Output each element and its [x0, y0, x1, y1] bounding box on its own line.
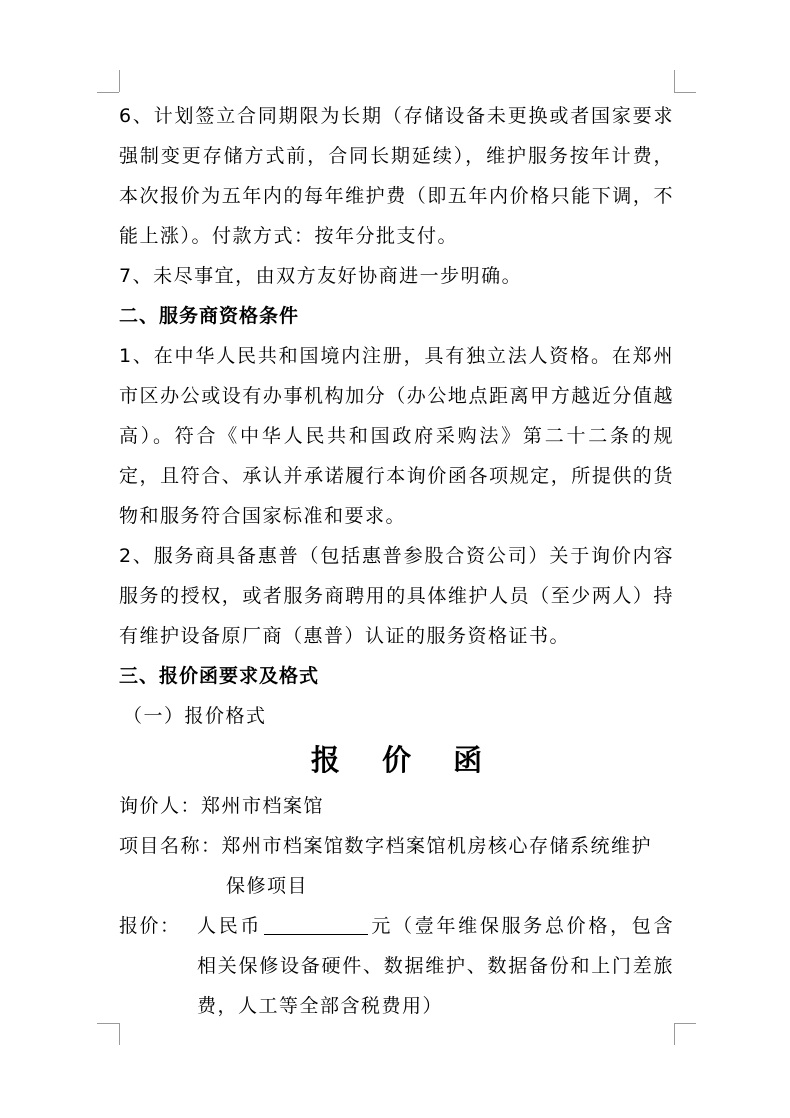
- project-value-line2: 保修项目: [226, 875, 309, 897]
- quote-letter-title: [119, 738, 674, 782]
- section-heading-quote-requirements: 三、报价函要求及格式: [119, 665, 320, 687]
- project-row: [119, 826, 674, 866]
- document-body: [119, 96, 674, 1026]
- crop-mark-bottom-right-v: [674, 1023, 675, 1045]
- price-value: [197, 906, 674, 1026]
- qualification-item-2: 2、服务商具备惠普（包括惠普参股合资公司）关于询价内容服务的授权，或者服务商聘用的具体维护人员（至少两人）持有维护设备原厂商（惠普）认证的服务资格证书。: [119, 545, 674, 647]
- price-prefix: 人民币: [197, 915, 263, 937]
- price-note: （壹年维保服务总价格，包含相关保修设备硬件、数据维护、数据备份和上门差旅费，人工等全部含税费用）: [197, 915, 674, 1017]
- inquirer-value: 郑州市档案馆: [201, 795, 325, 817]
- project-label: 项目名称：: [119, 835, 222, 857]
- section-heading-qualifications: 二、服务商资格条件: [119, 305, 300, 327]
- crop-mark-top-right-h: [674, 92, 696, 93]
- crop-mark-top-right-v: [674, 70, 675, 92]
- crop-mark-bottom-right-h: [674, 1023, 696, 1024]
- inquirer-label: 询价人：: [119, 795, 202, 817]
- paragraph-item-6: 6、计划签立合同期限为长期（存储设备未更换或者国家要求强制变更存储方式前，合同长期延续），维护服务按年计费，本次报价为五年内的每年维护费（即五年内价格只能下调，不能上涨）。付款方式：按年分批支付。: [119, 105, 674, 247]
- crop-mark-bottom-left-h: [97, 1023, 119, 1024]
- price-amount-blank: [264, 910, 368, 935]
- crop-mark-bottom-left-v: [119, 1023, 120, 1045]
- qualification-item-1: 1、在中华人民共和国境内注册，具有独立法人资格。在郑州市区办公或设有办事机构加分（办公地点距离甲方越近分值越高）。符合《中华人民共和国政府采购法》第二十二条的规定，且符合、承认并承诺履行本询价函各项规定，所提供的货物和服务符合国家标准和要求。: [119, 345, 674, 527]
- title-char-3: 函: [453, 743, 483, 777]
- price-unit: 元: [370, 915, 394, 937]
- crop-mark-top-left-v: [119, 70, 120, 92]
- subheading-quote-format: （一）报价格式: [123, 705, 267, 727]
- paragraph-item-7: 7、未尽事宜，由双方友好协商进一步明确。: [119, 265, 523, 287]
- inquirer-row: [119, 786, 674, 826]
- price-row: [119, 906, 674, 1026]
- project-value-line1: 郑州市档案馆数字档案馆机房核心存储系统维护: [221, 835, 653, 857]
- price-label: 报价：: [119, 915, 181, 937]
- title-char-2: 价: [381, 743, 411, 777]
- title-char-1: 报: [310, 743, 340, 777]
- crop-mark-top-left-h: [97, 92, 119, 93]
